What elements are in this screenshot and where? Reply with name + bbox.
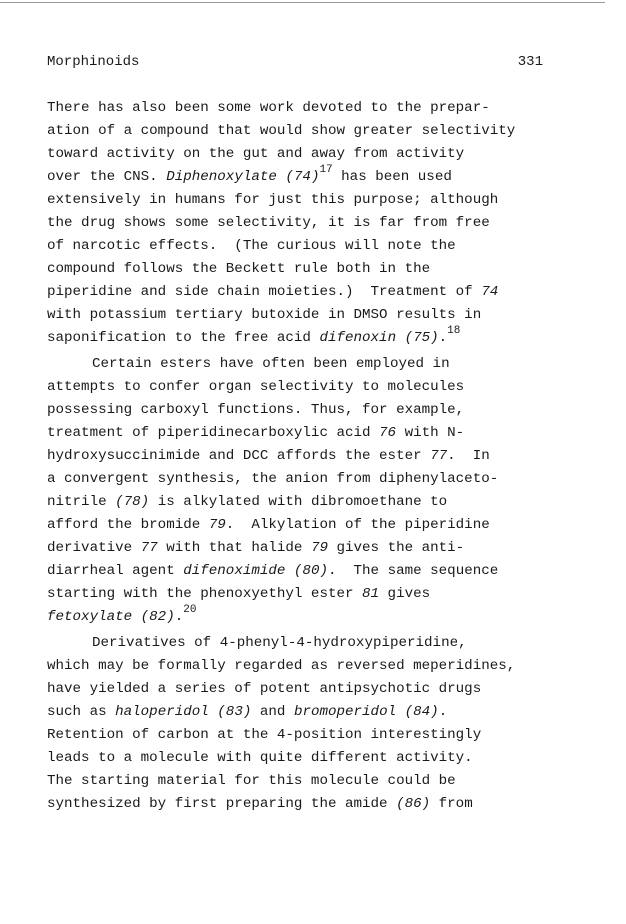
text-line (47, 235, 607, 258)
text-run: extensively in humans for just this purpose; although (47, 192, 499, 208)
reference-superscript: 17 (319, 164, 333, 176)
text-run: treatment of piperidinecarboxylic acid (47, 425, 380, 441)
text-run: which may be formally regarded as reversed meperidines, (47, 658, 516, 674)
italic-term: Diphenoxylate (74) (166, 169, 320, 185)
text-run: toward activity on the gut and away from activity (47, 146, 465, 162)
text-run: with N- (396, 425, 465, 441)
text-run: with that halide (157, 540, 311, 556)
text-run: . (174, 609, 184, 625)
reference-superscript: 18 (447, 325, 461, 337)
text-line (47, 258, 607, 281)
reference-superscript: 20 (183, 604, 197, 616)
text-run: a convergent synthesis, the anion from diphenylaceto- (47, 471, 499, 487)
text-run: The starting material for this molecule could be (47, 773, 456, 789)
text-line (47, 747, 607, 770)
text-line (47, 514, 607, 537)
italic-term: haloperidol (83) (115, 704, 252, 720)
italic-term: (78) (115, 494, 150, 510)
text-line (47, 468, 607, 491)
text-run: ation of a compound that would show greater selectivity (47, 123, 516, 139)
text-run: Derivatives of 4-phenyl-4-hydroxypiperidine, (92, 635, 467, 651)
text-run: possessing carboxyl functions. Thus, for example, (47, 402, 465, 418)
text-line (47, 399, 607, 422)
text-line (47, 583, 607, 606)
text-run: from (430, 796, 473, 812)
text-line (47, 606, 607, 629)
text-line (47, 422, 607, 445)
text-run: attempts to confer organ selectivity to molecules (47, 379, 465, 395)
page-number: 331 (517, 54, 543, 70)
text-run: Certain esters have often been employed in (92, 356, 450, 372)
italic-term: 77 (430, 448, 448, 464)
text-line (47, 166, 607, 189)
text-run: have yielded a series of potent antipsychotic drugs (47, 681, 482, 697)
text-line (47, 445, 607, 468)
text-run: . Alkylation of the piperidine (225, 517, 490, 533)
text-run: gives (379, 586, 431, 602)
text-line (47, 353, 607, 376)
text-line (47, 327, 607, 350)
italic-term: 79 (208, 517, 226, 533)
text-line (47, 724, 607, 747)
text-run: saponification to the free acid (47, 330, 320, 346)
text-run: leads to a molecule with quite different activity. (47, 750, 473, 766)
text-run: Retention of carbon at the 4-position interestingly (47, 727, 482, 743)
text-run: nitrile (47, 494, 116, 510)
text-run: There has also been some work devoted to the prepar- (47, 100, 490, 116)
italic-term: 77 (140, 540, 158, 556)
text-line (47, 491, 607, 514)
text-line (47, 120, 607, 143)
text-line (47, 701, 607, 724)
text-line (47, 143, 607, 166)
text-line (47, 770, 607, 793)
text-run: synthesized by first preparing the amide (47, 796, 397, 812)
text-run: . The same sequence (327, 563, 499, 579)
italic-term: difenoxin (75) (319, 330, 439, 346)
text-run: piperidine and side chain moieties.) Treatment of (47, 284, 482, 300)
text-run: of narcotic effects. (The curious will note the (47, 238, 456, 254)
text-run: . (438, 704, 448, 720)
text-line (47, 655, 607, 678)
text-run: over the CNS. (47, 169, 167, 185)
italic-term: 76 (379, 425, 397, 441)
body-text (47, 97, 607, 816)
italic-term: 74 (481, 284, 499, 300)
italic-term: bromoperidol (84) (293, 704, 439, 720)
italic-term: (86) (396, 796, 431, 812)
text-line (47, 281, 607, 304)
text-run: . In (447, 448, 490, 464)
italic-term: difenoximide (80) (183, 563, 328, 579)
text-line (47, 678, 607, 701)
running-title: Morphinoids (47, 54, 140, 70)
top-rule (0, 2, 605, 3)
text-line (47, 376, 607, 399)
text-run: afford the bromide (47, 517, 209, 533)
italic-term: 79 (310, 540, 328, 556)
text-line (47, 632, 607, 655)
text-run: . (438, 330, 448, 346)
text-line (47, 212, 607, 235)
text-run: hydroxysuccinimide and DCC affords the ester (47, 448, 431, 464)
italic-term: fetoxylate (82) (47, 609, 175, 625)
text-run: such as (47, 704, 116, 720)
text-run: is alkylated with dibromoethane to (149, 494, 448, 510)
text-run: derivative (47, 540, 141, 556)
text-run: gives the anti- (327, 540, 465, 556)
italic-term: 81 (362, 586, 380, 602)
text-run: diarrheal agent (47, 563, 184, 579)
text-line (47, 189, 607, 212)
text-run: starting with the phenoxyethyl ester (47, 586, 363, 602)
text-run: the drug shows some selectivity, it is far from free (47, 215, 490, 231)
text-run: compound follows the Beckett rule both in the (47, 261, 431, 277)
text-run: with potassium tertiary butoxide in DMSO results in (47, 307, 482, 323)
text-run: and (251, 704, 294, 720)
running-header (47, 53, 543, 71)
text-line (47, 537, 607, 560)
text-line (47, 304, 607, 327)
text-line (47, 97, 607, 120)
text-line (47, 793, 607, 816)
text-run: has been used (332, 169, 452, 185)
text-line (47, 560, 607, 583)
